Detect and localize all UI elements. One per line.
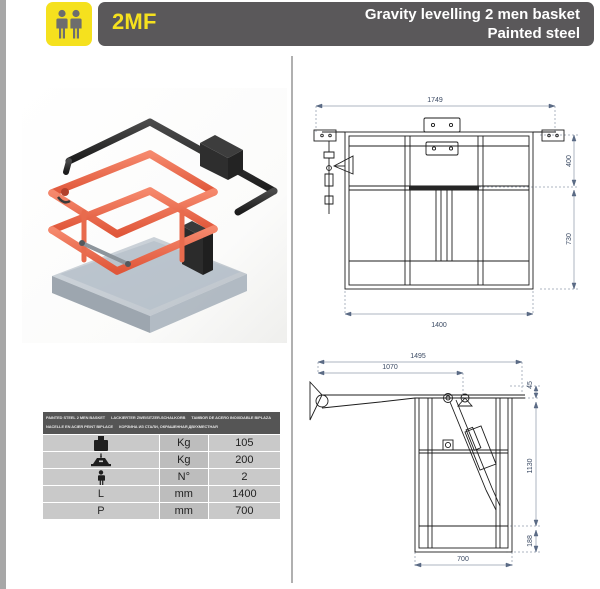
row-unit: mm (159, 503, 208, 520)
two-persons-icon (54, 8, 84, 40)
dim-front-bottom: 1400 (431, 322, 447, 329)
weight-block-icon (43, 435, 160, 452)
load-on-platform-icon (43, 452, 160, 469)
table-row (43, 486, 281, 503)
row-label-length: L (43, 486, 160, 503)
header-title-bar (98, 2, 594, 46)
row-value: 105 (208, 435, 280, 452)
lang-fr: NACELLE EN ACIER PEINT BIPLACE (46, 423, 114, 429)
row-value: 200 (208, 452, 280, 469)
two-persons-badge (46, 2, 92, 46)
dim-side-right-mid: 1130 (527, 458, 534, 474)
person-icon (43, 469, 160, 486)
row-unit: Kg (159, 452, 208, 469)
lang-ru: КОРЗИНА ИЗ СТАЛИ, ОКРАШЕННАЯ ДВУХМЕСТНАЯ (119, 423, 218, 429)
left-edge-rail (0, 0, 6, 589)
product-title-line1: Gravity levelling 2 men basket (364, 6, 580, 23)
row-value: 1400 (208, 486, 280, 503)
table-header-row (43, 412, 281, 435)
row-value: 2 (208, 469, 280, 486)
table-row (43, 452, 281, 469)
product-title (365, 5, 580, 43)
column-divider (291, 56, 293, 583)
row-label-depth: P (43, 503, 160, 520)
table-row (43, 503, 281, 520)
lang-de: LACKIERTER ZWEISITZER-SCHALKORB (111, 415, 186, 420)
product-title-line2: Painted steel (487, 25, 580, 42)
dim-side-top-inner: 1070 (382, 364, 398, 371)
row-value: 700 (208, 503, 280, 520)
row-unit: mm (159, 486, 208, 503)
dim-front-right-upper: 400 (566, 155, 573, 167)
row-unit: Kg (159, 435, 208, 452)
dim-side-right-low: 188 (527, 535, 534, 547)
page-header (46, 2, 594, 46)
table-header-languages (43, 412, 281, 435)
dim-side-top: 1495 (410, 353, 426, 360)
specification-table (42, 411, 281, 520)
row-unit: N° (159, 469, 208, 486)
side-elevation-drawing (300, 340, 596, 589)
table-row (43, 469, 281, 486)
dim-front-top: 1749 (427, 97, 443, 104)
dim-side-bottom: 700 (457, 556, 469, 563)
front-elevation-drawing (300, 86, 596, 336)
dim-side-right-top: 45 (527, 381, 534, 389)
model-code: 2MF (112, 9, 157, 34)
lang-en: PAINTED STEEL 2 MEN BASKET (46, 415, 106, 420)
lang-es: TAMBOR DE ACERO INOXIDABLE BIPLAZA (191, 415, 271, 420)
table-row (43, 435, 281, 452)
product-render (22, 88, 287, 343)
dim-front-right-lower: 730 (566, 233, 573, 245)
